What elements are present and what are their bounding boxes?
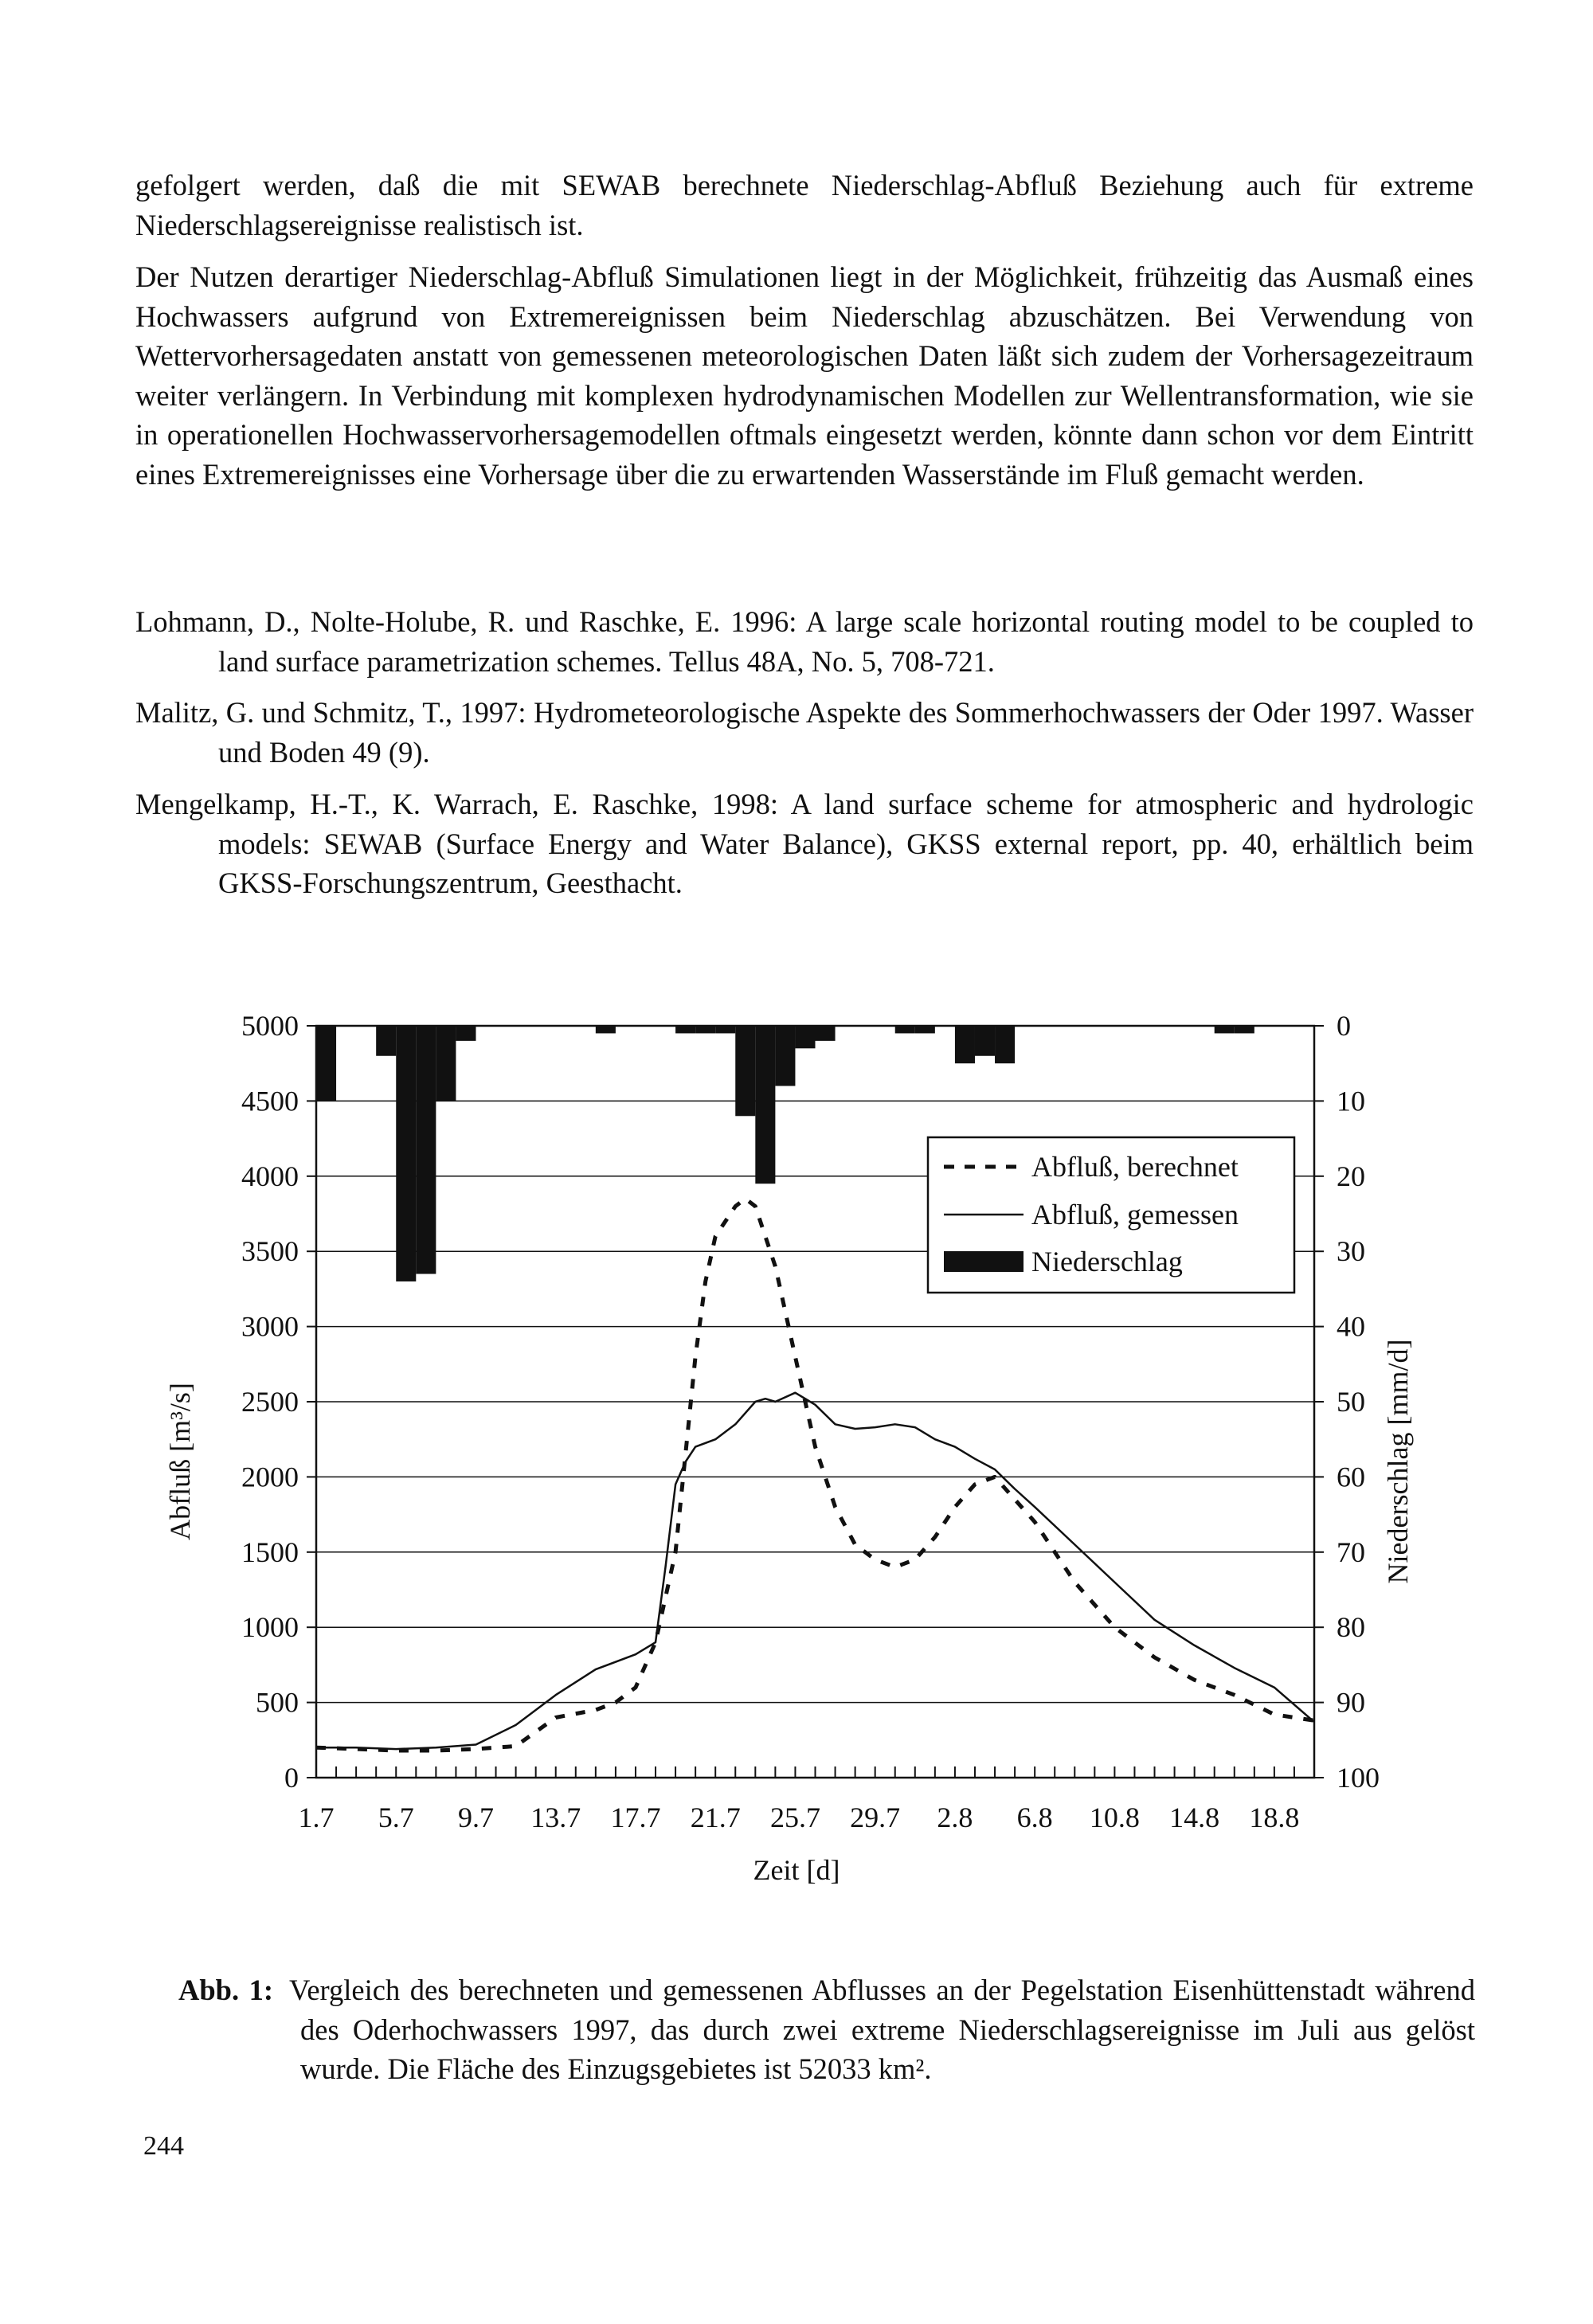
x-tick-label: 14.8	[1169, 1802, 1220, 1833]
y2-tick-label: 60	[1337, 1461, 1365, 1493]
caption-label: Abb. 1:	[178, 1974, 274, 2006]
y2-tick-label: 20	[1337, 1160, 1365, 1192]
y2-axis-label: Niederschlag [mm/d]	[1382, 1339, 1414, 1584]
precipitation-bar	[955, 1026, 975, 1063]
y2-tick-label: 80	[1337, 1611, 1365, 1644]
caption-text: Vergleich des berechneten und gemessenen Abflusses an der Pegelstation Eisenhüttenstadt während des Oderhochwassers 1997, das durch zwei extreme Niederschlagsereignisse im Juli aus gelöst wurde. Die Fläche des Einzugsgebietes ist 52033 km².	[289, 1974, 1475, 2085]
reference-lohmann: Lohmann, D., Nolte-Holube, R. und Raschke, E. 1996: A large scale horizontal routing model to be coupled to land surface parametrization schemes. Tellus 48A, No. 5, 708-721.	[135, 605, 1474, 678]
y2-tick-label: 0	[1337, 1010, 1351, 1042]
legend-bar-swatch	[944, 1251, 1024, 1272]
reference-mengelkamp: Mengelkamp, H.-T., K. Warrach, E. Raschke, 1998: A land surface scheme for atmospheric and hydrologic models: SEWAB (Surface Energy and Water Balance), GKSS external report, pp. 40, erhältlich beim GKSS-Forschungszentrum, Geesthacht.	[135, 788, 1474, 899]
y2-tick-label: 40	[1337, 1310, 1365, 1343]
y-axis-label: Abfluß [m³/s]	[164, 1383, 196, 1540]
paragraph-1: gefolgert werden, daß die mit SEWAB berechnete Niederschlag-Abfluß Beziehung auch für extreme Niederschlagsereignisse realistisch ist.	[135, 169, 1474, 241]
precipitation-bar	[396, 1026, 416, 1281]
precipitation-bar	[755, 1026, 775, 1184]
discharge-chart	[135, 992, 1442, 1907]
y-tick-label: 2500	[241, 1386, 299, 1418]
precipitation-bar	[915, 1026, 935, 1033]
x-tick-label: 21.7	[690, 1802, 741, 1833]
y2-tick-label: 10	[1337, 1085, 1365, 1117]
precipitation-bar	[695, 1026, 715, 1033]
paragraph-2: Der Nutzen derartiger Niederschlag-Abfluß Simulationen liegt in der Möglichkeit, frühzeitig das Ausmaß eines Hochwassers aufgrund von Extremereignissen beim Niederschlag abzuschätzen. Bei Verwendung von Wettervorhersagedaten anstatt von gemessenen meteorologischen Daten läßt sich zudem der Vorhersagezeitraum weiter verlängern. In Verbindung mit komplexen hydrodynamischen Modellen zur Wellentransformation, wie sie in operationellen Hochwasservorhersagemodellen oftmals eingesetzt werden, könnte dann schon vor dem Eintritt eines Extremereignisses eine Vorhersage über die zu erwartenden Wasserstände im Fluß gemacht werden.	[135, 260, 1474, 491]
precipitation-bar	[715, 1026, 735, 1033]
reference-malitz: Malitz, G. und Schmitz, T., 1997: Hydrometeorologische Aspekte des Sommerhochwassers der Oder 1997. Wasser und Boden 49 (9).	[135, 696, 1474, 769]
precipitation-bar	[316, 1026, 336, 1101]
y-tick-label: 1500	[241, 1536, 299, 1568]
precipitation-bar	[376, 1026, 396, 1056]
precipitation-bar	[436, 1026, 456, 1101]
precipitation-bar	[735, 1026, 755, 1116]
precipitation-bar	[975, 1026, 995, 1056]
precipitation-bar	[416, 1026, 436, 1274]
y-tick-label: 3000	[241, 1310, 299, 1343]
legend	[928, 1137, 1294, 1293]
figure-caption	[178, 1970, 1475, 2089]
body-paragraph	[135, 257, 1474, 494]
x-tick-label: 2.8	[937, 1802, 973, 1833]
y-tick-label: 0	[284, 1762, 299, 1794]
y-tick-label: 4000	[241, 1160, 299, 1192]
x-tick-label: 1.7	[298, 1802, 335, 1833]
precipitation-bar	[1215, 1026, 1235, 1033]
y2-tick-label: 70	[1337, 1536, 1365, 1568]
page-number: 244	[143, 2131, 184, 2161]
y-tick-label: 5000	[241, 1010, 299, 1042]
precipitation-bar	[795, 1026, 815, 1048]
precipitation-bar	[596, 1026, 616, 1033]
x-tick-label: 18.8	[1249, 1802, 1300, 1833]
x-tick-label: 29.7	[850, 1802, 901, 1833]
y-tick-label: 4500	[241, 1085, 299, 1117]
y-tick-label: 500	[256, 1686, 299, 1719]
x-tick-label: 25.7	[769, 1802, 820, 1833]
legend-label-measured: Abfluß, gemessen	[1031, 1199, 1239, 1230]
x-tick-label: 17.7	[610, 1802, 661, 1833]
precipitation-bar	[895, 1026, 915, 1033]
legend-label-computed: Abfluß, berechnet	[1031, 1151, 1239, 1183]
intro-paragraph	[135, 166, 1474, 245]
precipitation-bar	[816, 1026, 836, 1041]
precipitation-bar	[456, 1026, 476, 1041]
x-tick-label: 5.7	[378, 1802, 414, 1833]
legend-label-precipitation: Niederschlag	[1031, 1246, 1183, 1277]
precipitation-bar	[775, 1026, 795, 1086]
x-tick-label: 9.7	[457, 1802, 494, 1833]
y-tick-label: 3500	[241, 1235, 299, 1268]
x-tick-label: 6.8	[1016, 1802, 1053, 1833]
y-tick-label: 1000	[241, 1611, 299, 1644]
x-axis-label: Zeit [d]	[753, 1854, 840, 1886]
y2-tick-label: 30	[1337, 1235, 1365, 1268]
precipitation-bar	[995, 1026, 1015, 1063]
x-tick-label: 13.7	[530, 1802, 581, 1833]
x-tick-label: 10.8	[1089, 1802, 1140, 1833]
y2-tick-label: 50	[1337, 1386, 1365, 1418]
precipitation-bar	[1235, 1026, 1254, 1033]
y-tick-label: 2000	[241, 1461, 299, 1493]
y2-tick-label: 100	[1337, 1762, 1380, 1794]
y2-tick-label: 90	[1337, 1686, 1365, 1719]
precipitation-bar	[675, 1026, 695, 1033]
